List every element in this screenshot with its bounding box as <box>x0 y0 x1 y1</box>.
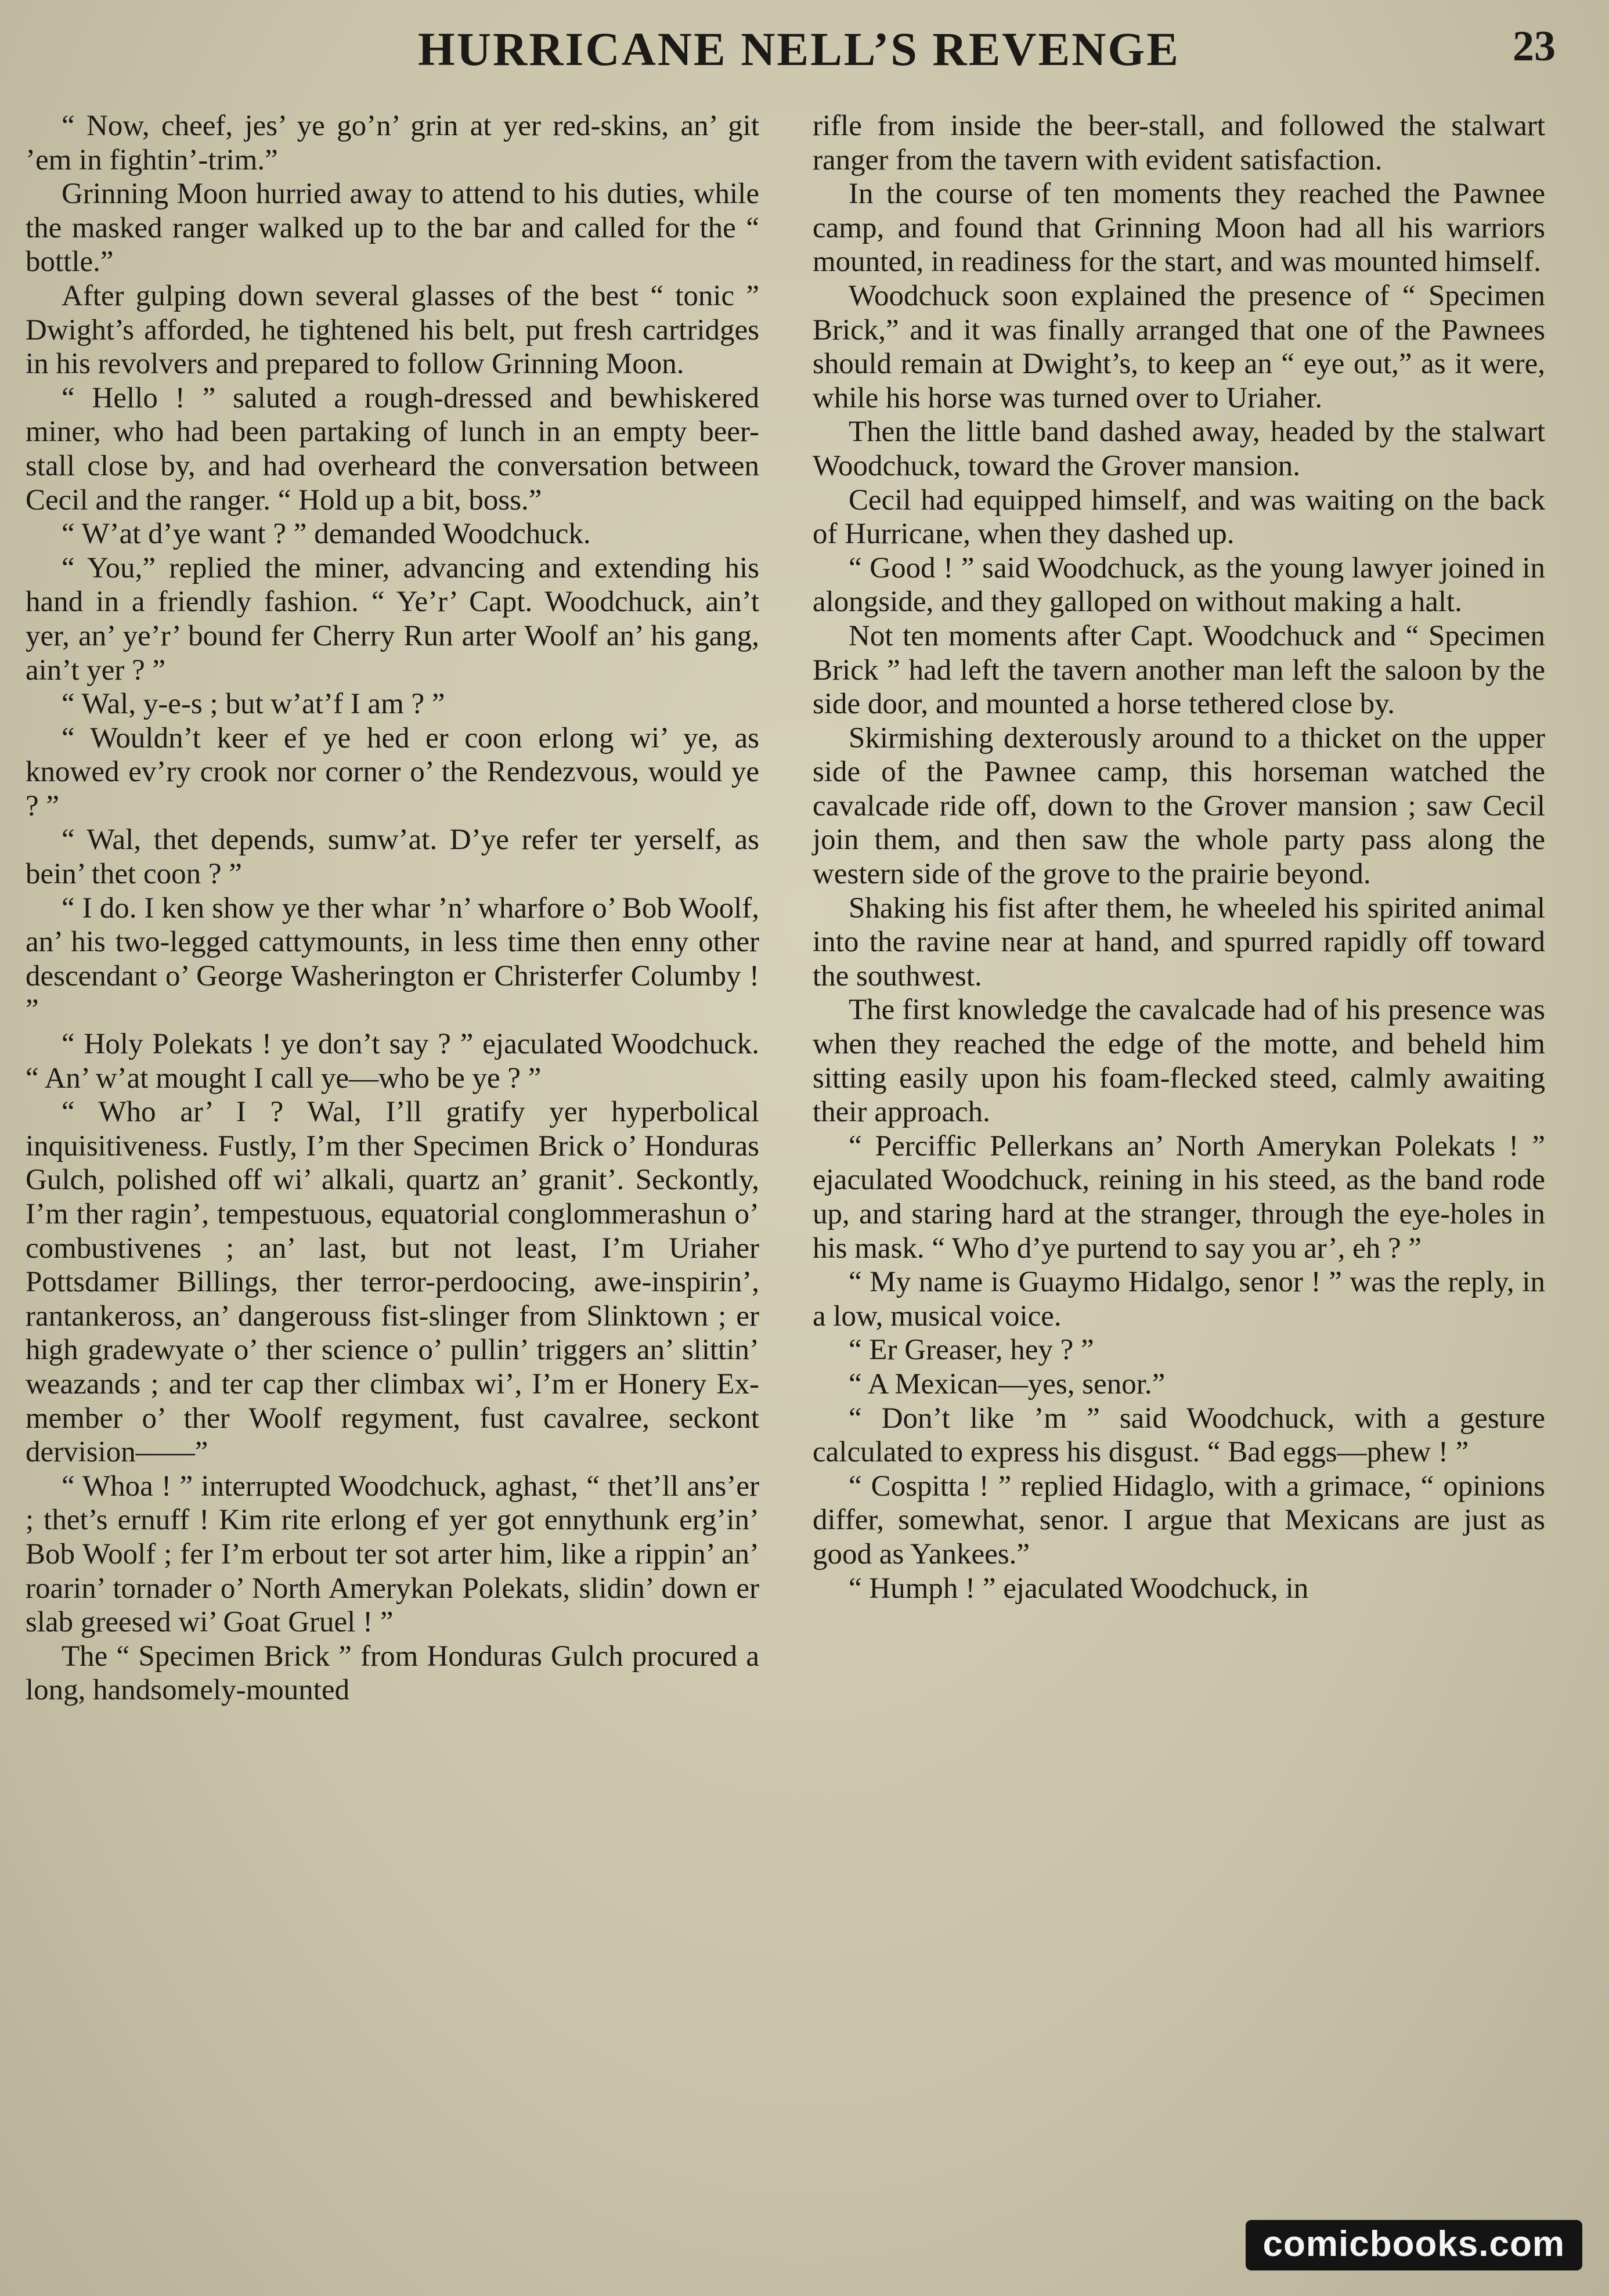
paragraph: “ Good ! ” said Woodchuck, as the young lawyer joined in alongside, and they galloped on without making a halt. <box>813 551 1545 619</box>
right-text-column <box>813 109 1545 1605</box>
paragraph: “ Who ar’ I ? Wal, I’ll gratify yer hyperbolical inquisitiveness. Fustly, I’m ther Specimen Brick o’ Honduras Gulch, polished off wi’ alkali, quartz an’ granit’. Seckontly, I’m ther ragin’, tempestuous, equatorial conglommerashun o’ combustivenes ; an’ last, but not least, I’m Uriaher Pottsdamer Billings, ther terror-perdoocing, awe-inspirin’, rantankeross, an’ dangerouss fist-slinger from Slinktown ; er high gradewyate o’ ther science o’ pullin’ triggers an’ slittin’ weazands ; and ter cap ther climbax wi’, I’m er Honery Ex-member o’ ther Woolf regyment, fust cavalree, seckont dervision——” <box>26 1096 759 1469</box>
paragraph: “ Whoa ! ” interrupted Woodchuck, aghast, “ thet’ll ans’er ; thet’s ernuff ! Kim rite erlong ef yer got ennythunk erg’in’ Bob Woolf ; fer I’m erbout ter sot arter him, like a rippin’ an’ roarin’ tornader o’ North Amerykan Polekats, slidin’ down er slab greesed wi’ Goat Gruel ! ” <box>26 1470 759 1639</box>
paragraph: “ Wal, thet depends, sumw’at. D’ye refer ter yerself, as bein’ thet coon ? ” <box>26 824 759 891</box>
paragraph: “ Wouldn’t keer ef ye hed er coon erlong wi’ ye, as knowed ev’ry crook nor corner o’ the Rendezvous, would ye ? ” <box>26 721 759 822</box>
paragraph: Skirmishing dexterously around to a thicket on the upper side of the Pawnee camp, this horseman watched the cavalcade ride off, down to the Grover mansion ; saw Cecil join them, and then saw the whole party pass along the western side of the grove to the prairie beyond. <box>813 721 1545 891</box>
paragraph: “ Don’t like ’m ” said Woodchuck, with a gesture calculated to express his disgust. “ Bad eggs—phew ! ” <box>813 1402 1545 1469</box>
paragraph: “ I do. I ken show ye ther whar ’n’ wharfore o’ Bob Woolf, an’ his two-legged cattymounts, in less time then enny other descendant o’ George Washerington er Christerfer Columby ! ” <box>26 891 759 1027</box>
running-header <box>23 22 1556 80</box>
paragraph: “ Perciffic Pellerkans an’ North Amerykan Polekats ! ” ejaculated Woodchuck, reining in his steed, as the band rode up, and staring hard at the stranger, through the eye-holes in his mask. “ Who d’ye purtend to say you ar’, eh ? ” <box>813 1129 1545 1265</box>
site-watermark: comicbooks.com <box>1246 2220 1582 2270</box>
paragraph: The “ Specimen Brick ” from Honduras Gulch procured a long, handsomely-mounted <box>26 1640 759 1707</box>
left-text-column <box>26 109 759 1707</box>
paragraph: Not ten moments after Capt. Woodchuck and “ Specimen Brick ” had left the tavern another man left the saloon by the side door, and mounted a horse tethered close by. <box>813 619 1545 721</box>
paragraph: “ Hello ! ” saluted a rough-dressed and bewhiskered miner, who had been partaking of lunch in an empty beer-stall close by, and had overheard the conversation between Cecil and the ranger. “ Hold up a bit, boss.” <box>26 381 759 517</box>
paragraph: Cecil had equipped himself, and was waiting on the back of Hurricane, when they dashed up. <box>813 483 1545 551</box>
paragraph: “ Wal, y-e-s ; but w’at’f I am ? ” <box>62 688 445 721</box>
page-number: 23 <box>1513 23 1556 70</box>
paragraph: “ Cospitta ! ” replied Hidaglo, with a grimace, “ opinions differ, somewhat, senor. I argue that Mexicans are just as good as Yankees.” <box>813 1470 1545 1571</box>
paragraph: rifle from inside the beer-stall, and followed the stalwart ranger from the tavern with evident satisfaction. <box>813 110 1545 176</box>
paragraph: “ A Mexican—yes, senor.” <box>849 1367 1166 1400</box>
paragraph: “ Holy Polekats ! ye don’t say ? ” ejaculated Woodchuck. “ An’ w’at mought I call ye—who be ye ? ” <box>26 1028 759 1095</box>
paragraph: Shaking his fist after them, he wheeled his spirited animal into the ravine near at hand, and spurred rapidly off toward the southwest. <box>813 891 1545 992</box>
paragraph: Then the little band dashed away, headed by the stalwart Woodchuck, toward the Grover mansion. <box>813 416 1545 482</box>
paragraph: “ You,” replied the miner, advancing and extending his hand in a friendly fashion. “ Ye’r’ Capt. Woodchuck, ain’t yer, an’ ye’r’ bound fer Cherry Run arter Woolf an’ his gang, ain’t yer ? ” <box>26 551 759 687</box>
paragraph: “ Er Greaser, hey ? ” <box>849 1334 1094 1367</box>
paragraph: The first knowledge the cavalcade had of his presence was when they reached the edge of the motte, and beheld him sitting easily upon his foam-flecked steed, calmly awaiting their approach. <box>813 994 1545 1129</box>
paragraph: Grinning Moon hurried away to attend to his duties, while the masked ranger walked up to the bar and called for the “ bottle.” <box>26 178 759 279</box>
paragraph: In the course of ten moments they reached the Pawnee camp, and found that Grinning Moon had all his warriors mounted, in readiness for the start, and was mounted himself. <box>813 178 1545 279</box>
running-title: HURRICANE NELL’S REVENGE <box>418 23 1180 75</box>
paragraph: “ My name is Guaymo Hidalgo, senor ! ” was the reply, in a low, musical voice. <box>813 1266 1545 1333</box>
paragraph: After gulping down several glasses of the best “ tonic ” Dwight’s afforded, he tightened his belt, put fresh cartridges in his revolvers and prepared to follow Grinning Moon. <box>26 279 759 381</box>
paragraph: “ Humph ! ” ejaculated Woodchuck, in <box>849 1572 1309 1605</box>
paragraph: “ Now, cheef, jes’ ye go’n’ grin at yer red-skins, an’ git ’em in fightin’-trim.” <box>26 110 759 176</box>
paragraph: “ W’at d’ye want ? ” demanded Woodchuck. <box>62 518 591 551</box>
paragraph: Woodchuck soon explained the presence of “ Specimen Brick,” and it was finally arranged that one of the Pawnees should remain at Dwight’s, to keep an “ eye out,” as it were, while his horse was turned over to Uriaher. <box>813 279 1545 414</box>
